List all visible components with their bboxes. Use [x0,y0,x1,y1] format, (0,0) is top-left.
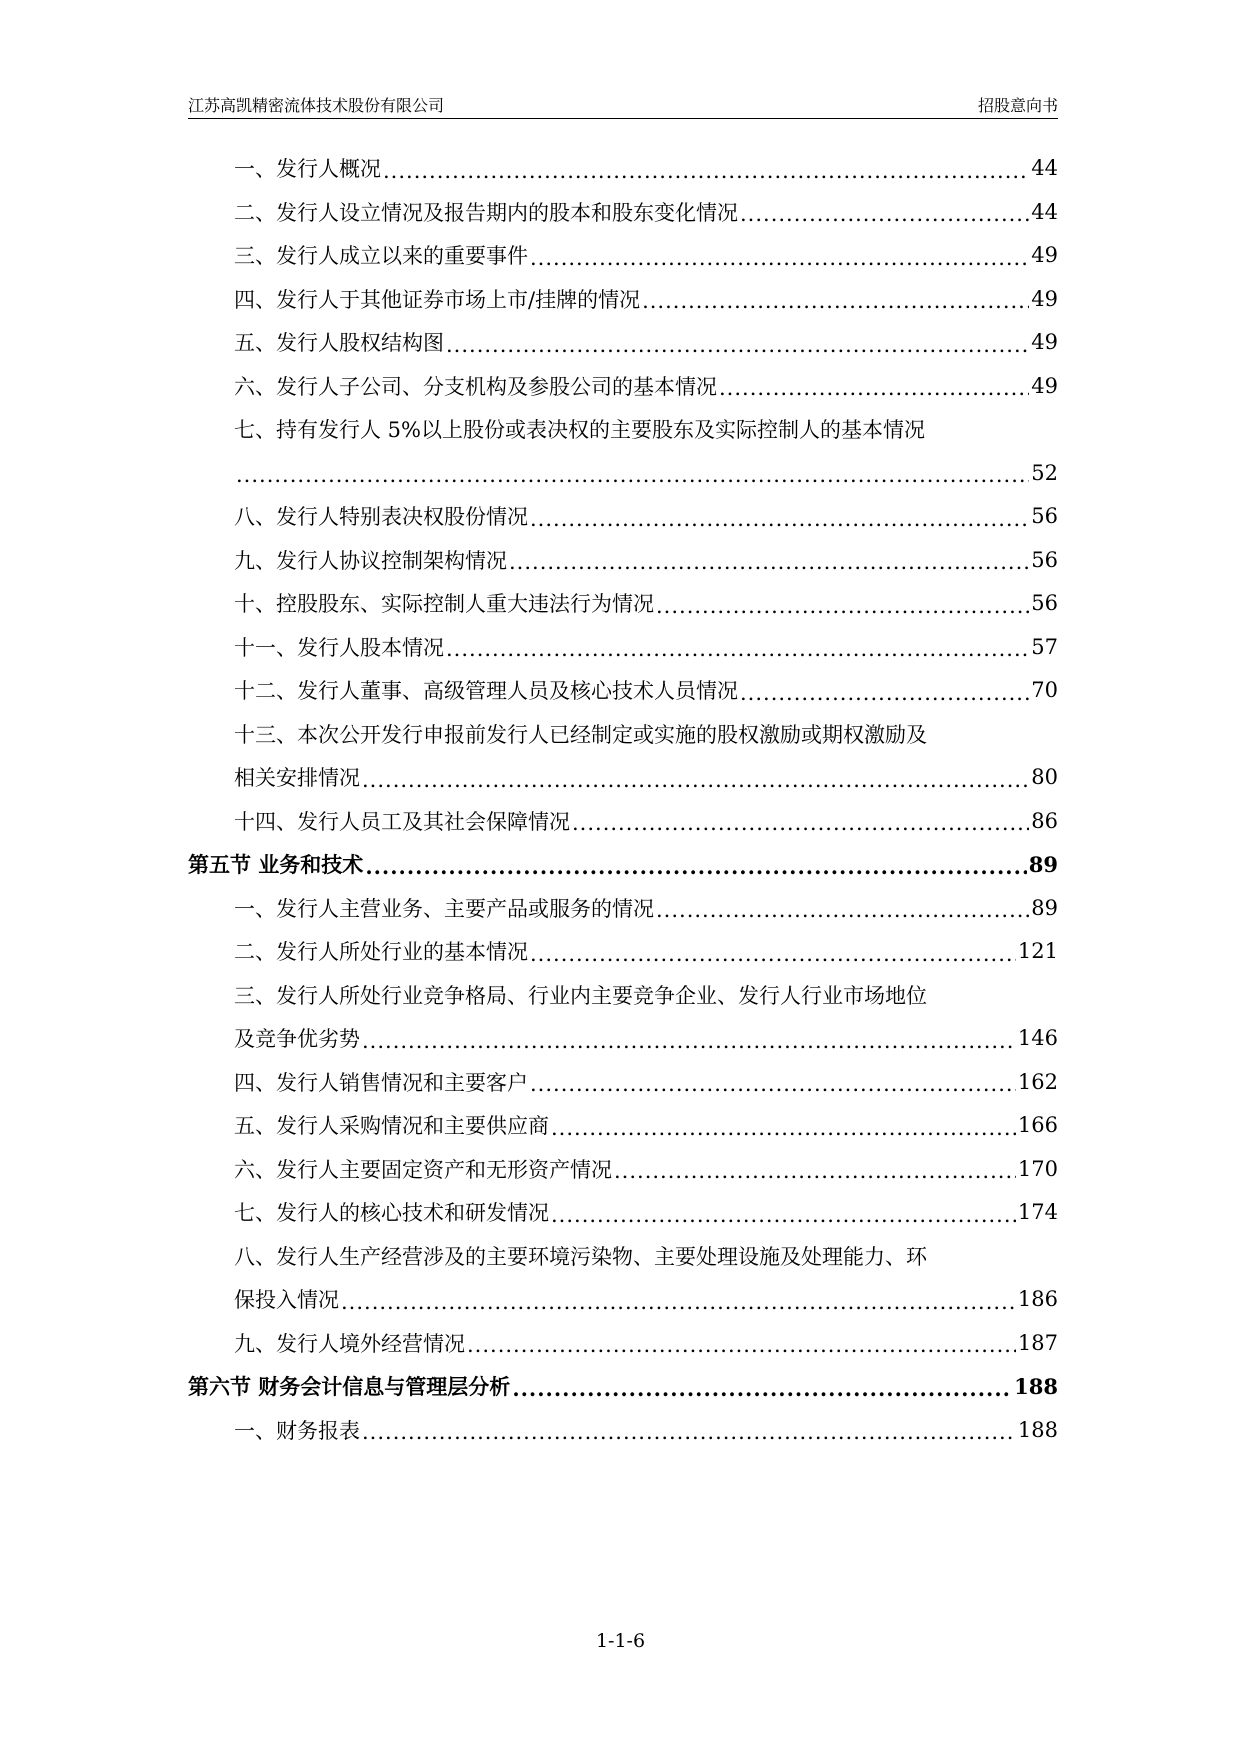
toc-page-number: 49 [1031,373,1058,398]
toc-entry-title: 二、发行人所处行业的基本情况 [234,940,528,964]
toc-dot-leader [467,1330,1016,1355]
toc-entry[interactable] [234,540,1058,580]
toc-dot-leader [551,1199,1016,1224]
toc-dot-leader [740,199,1029,224]
toc-entry-title: 十二、发行人董事、高级管理人员及核心技术人员情况 [234,679,738,703]
toc-entry[interactable] [234,322,1058,362]
toc-entry[interactable] [234,279,1058,319]
toc-entry[interactable] [234,1410,1058,1450]
toc-dot-leader [365,851,1026,876]
toc-page-number: 44 [1031,156,1058,180]
toc-entry-title: 八、发行人生产经营涉及的主要环境污染物、主要处理设施及处理能力、环 [234,1244,927,1269]
toc-entry[interactable] [234,366,1058,406]
toc-entry[interactable] [234,192,1058,232]
toc-dot-leader [642,286,1029,311]
toc-dot-leader [362,1025,1016,1050]
toc-dot-leader [446,329,1029,354]
toc-dot-leader [362,1417,1016,1442]
toc-page-number: 187 [1017,1330,1058,1355]
toc-entry-title: 十三、本次公开发行申报前发行人已经制定或实施的股权激励或期权激励及 [234,722,927,747]
toc-page-number: 86 [1031,808,1058,833]
toc-entry-title: 及竞争优劣势 [234,1027,360,1051]
toc-page-number: 80 [1031,765,1058,789]
toc-entry[interactable] [234,931,1058,971]
toc-page-number: 146 [1017,1026,1058,1050]
toc-entry-title: 九、发行人境外经营情况 [234,1331,465,1356]
toc-dot-leader [572,808,1029,833]
toc-entry-title: 四、发行人于其他证券市场上市/挂牌的情况 [234,287,641,312]
toc-page-number: 166 [1017,1113,1058,1137]
toc-page-number: 49 [1031,286,1058,311]
toc-entry-continued[interactable] [234,975,1058,1015]
toc-entry-continued[interactable] [234,714,1058,754]
toc-entry[interactable] [234,888,1058,928]
toc-page-number: 57 [1031,634,1058,659]
toc-page-number: 52 [1031,460,1058,485]
toc-entry-title: 九、发行人协议控制架构情况 [234,548,507,573]
toc-entry-title: 八、发行人特别表决权股份情况 [234,505,528,529]
toc-dot-leader [530,938,1016,963]
header-company-name: 江苏高凯精密流体技术股份有限公司 [188,96,445,115]
toc-entry[interactable] [234,148,1058,188]
toc-entry[interactable] [234,801,1058,841]
toc-entry[interactable] [234,627,1058,667]
toc-page-number: 56 [1031,504,1058,528]
toc-entry-title: 五、发行人采购情况和主要供应商 [234,1114,549,1138]
toc-page-number: 89 [1028,851,1058,877]
toc-dot-leader [362,764,1029,789]
header-document-type: 招股意向书 [977,96,1058,115]
toc-dot-leader [236,460,1029,485]
toc-dot-leader [740,677,1029,702]
toc-entry-title: 保投入情况 [234,1288,339,1312]
toc-entry-title: 一、发行人概况 [234,157,381,181]
toc-page-number: 49 [1031,330,1058,354]
toc-entry[interactable] [234,1105,1058,1145]
toc-page-number: 70 [1031,678,1058,702]
toc-entry-title: 第五节 业务和技术 [188,852,364,877]
toc-entry[interactable] [234,1323,1058,1363]
toc-entry-title: 十四、发行人员工及其社会保障情况 [234,809,570,834]
toc-section-entry[interactable] [188,844,1058,884]
toc-entry[interactable] [234,1279,1058,1319]
toc-entry-title: 六、发行人子公司、分支机构及参股公司的基本情况 [234,374,717,399]
toc-entry-title: 第六节 财务会计信息与管理层分析 [188,1374,511,1399]
toc-entry-title: 三、发行人所处行业竞争格局、行业内主要竞争企业、发行人行业市场地位 [234,983,927,1008]
toc-dot-leader [656,895,1029,920]
toc-page-number: 121 [1017,939,1058,963]
toc-entry-continued[interactable] [234,1236,1058,1276]
toc-dot-leader [341,1286,1016,1311]
toc-entry-title: 六、发行人主要固定资产和无形资产情况 [234,1157,612,1182]
toc-page-number: 44 [1031,199,1058,224]
toc-entry[interactable] [234,757,1058,797]
toc-entry-title: 四、发行人销售情况和主要客户 [234,1070,528,1095]
toc-section-entry[interactable] [188,1366,1058,1406]
toc-dot-leader [530,1069,1016,1094]
toc-entry[interactable] [234,496,1058,536]
toc-dot-leader [446,634,1029,659]
toc-entry-title: 相关安排情况 [234,766,360,790]
toc-entry-title: 三、发行人成立以来的重要事件 [234,244,528,268]
toc-dot-leader [719,373,1029,398]
toc-entry[interactable] [234,670,1058,710]
toc-page-number: 56 [1031,591,1058,615]
toc-entry[interactable] [234,1192,1058,1232]
toc-dot-leader [530,242,1029,267]
toc-dot-leader [551,1112,1016,1137]
toc-page-number: 188 [1017,1417,1058,1442]
toc-entry-title: 十、控股股东、实际控制人重大违法行为情况 [234,592,654,616]
toc-entry-title: 七、持有发行人 5%以上股份或表决权的主要股东及实际控制人的基本情况 [234,418,925,442]
toc-entry-continued[interactable] [234,409,1058,449]
toc-entry-title: 一、发行人主营业务、主要产品或服务的情况 [234,896,654,921]
toc-page-number: 89 [1031,895,1058,920]
toc-entry[interactable] [234,235,1058,275]
toc-entry-title: 五、发行人股权结构图 [234,331,444,355]
page-header [188,86,1058,119]
toc-dot-leader [509,547,1029,572]
toc-entry-title: 一、财务报表 [234,1418,360,1443]
toc-entry-title: 二、发行人设立情况及报告期内的股本和股东变化情况 [234,200,738,225]
toc-entry[interactable] [234,453,1058,493]
toc-entry-title: 十一、发行人股本情况 [234,635,444,660]
toc-page-number: 188 [1014,1373,1058,1399]
toc-page-number: 162 [1017,1069,1058,1094]
toc-dot-leader [530,503,1029,528]
toc-page-number: 170 [1017,1156,1058,1181]
toc-dot-leader [512,1373,1012,1398]
toc-dot-leader [614,1156,1016,1181]
toc-entry[interactable] [234,1018,1058,1058]
toc-page-number: 49 [1031,243,1058,267]
toc-entry[interactable] [234,1062,1058,1102]
toc-page-number: 174 [1017,1200,1058,1224]
toc-dot-leader [383,155,1029,180]
toc-dot-leader [656,590,1029,615]
toc-entry[interactable] [234,583,1058,623]
toc-page-number: 186 [1017,1287,1058,1311]
toc-entry-title: 七、发行人的核心技术和研发情况 [234,1201,549,1225]
toc-page-number: 56 [1031,547,1058,572]
page-number: 1-1-6 [595,1630,646,1652]
toc-entry[interactable] [234,1149,1058,1189]
